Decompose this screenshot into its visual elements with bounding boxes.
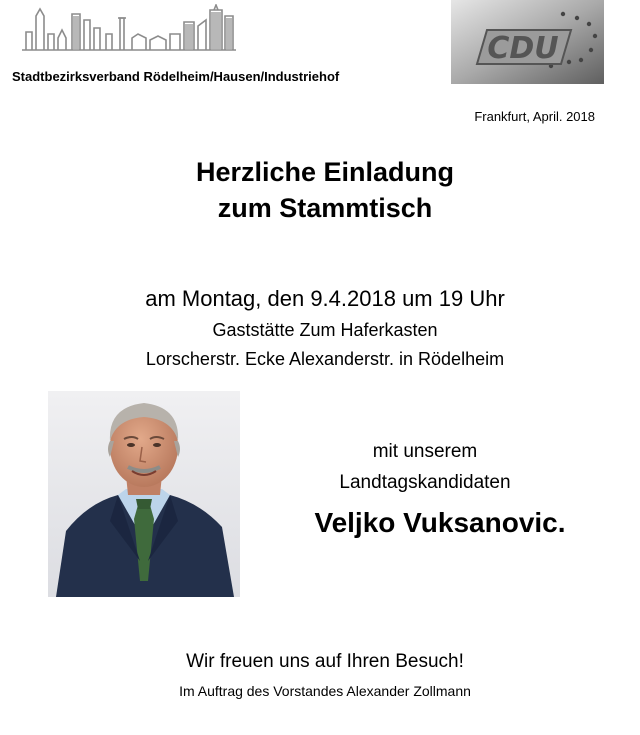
title-line-1: Herzliche Einladung (195, 157, 455, 187)
closing-greeting: Wir freuen uns auf Ihren Besuch! (186, 651, 464, 672)
guest-name: Veljko Vuksanovic. (314, 507, 566, 538)
event-venue: Gaststätte Zum Haferkasten (212, 320, 438, 340)
event-date-time: am Montag, den 9.4.2018 um 19 Uhr (145, 286, 505, 311)
skyline-logo (20, 4, 238, 52)
title-line-2: zum Stammtisch (217, 193, 433, 223)
closing-signature: Im Auftrag des Vorstandes Alexander Zollmann (179, 683, 471, 699)
dateline: Frankfurt, April. 2018 (474, 109, 595, 124)
organization-name: Stadtbezirksverband Rödelheim/Hausen/Industriehof (12, 69, 340, 84)
candidate-photo (48, 391, 240, 597)
cdu-logo (451, 0, 604, 84)
cdu-logo-text: CDU (487, 31, 559, 66)
guest-role: Landtagskandidaten (339, 472, 511, 493)
event-address: Lorscherstr. Ecke Alexanderstr. in Rödelheim (145, 349, 505, 369)
guest-intro: mit unserem (372, 441, 478, 462)
invitation-title (0, 154, 640, 226)
